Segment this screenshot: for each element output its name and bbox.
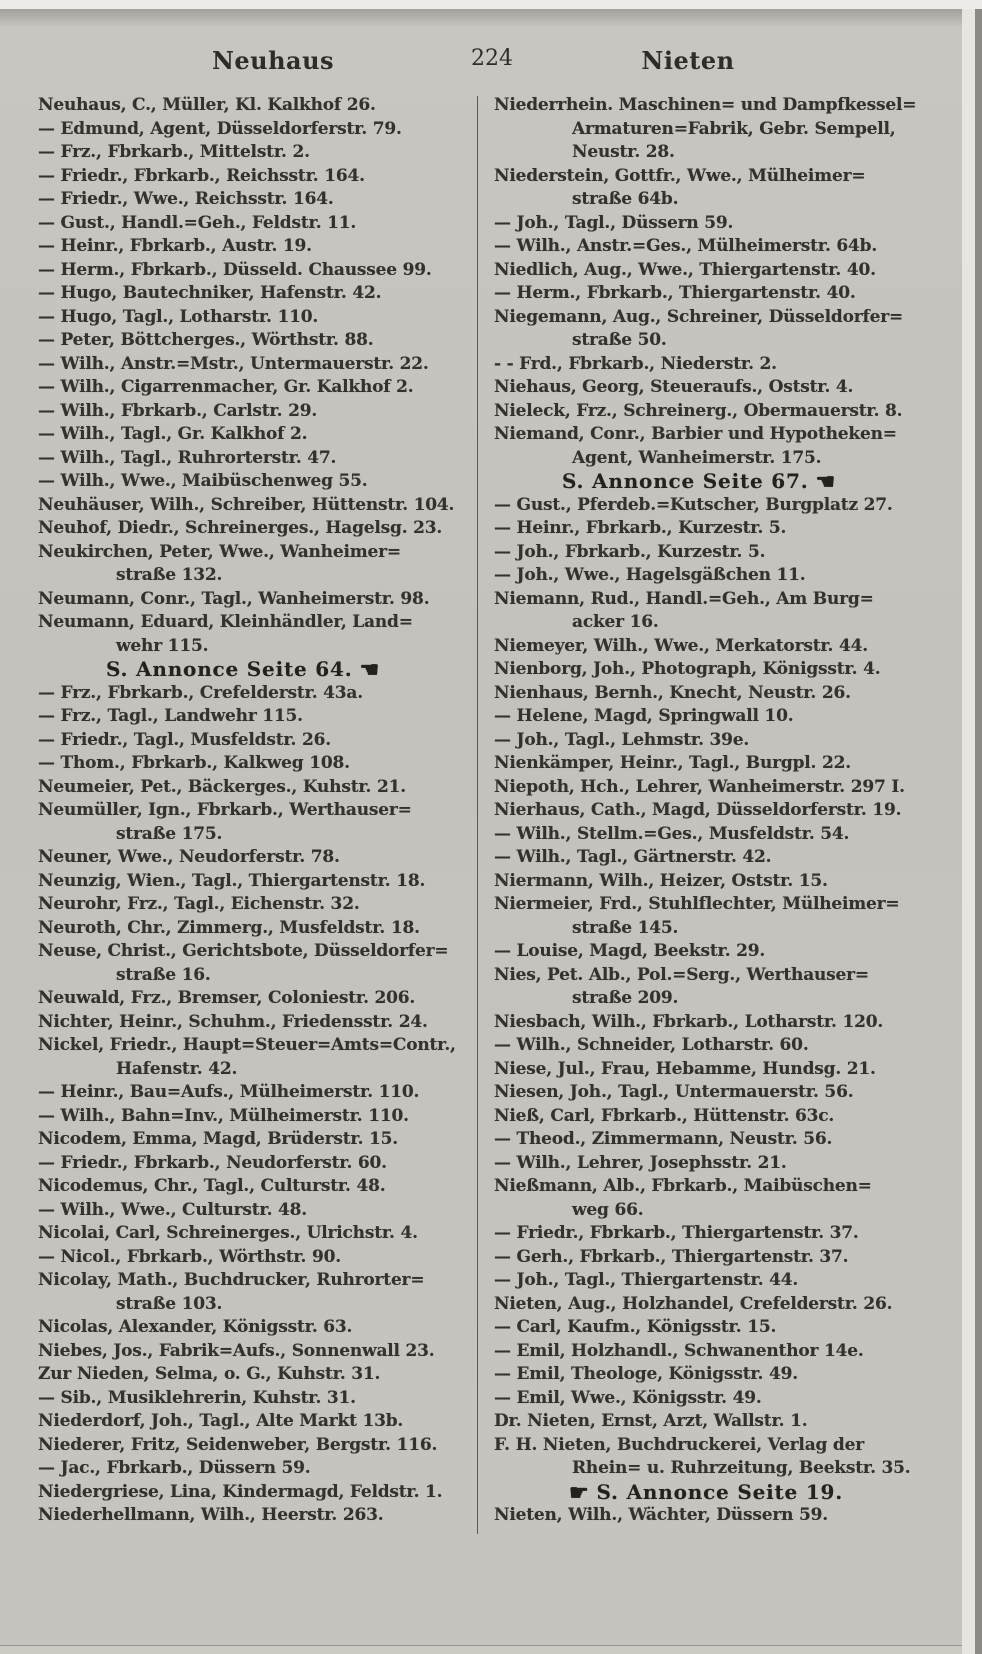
directory-line: Nieten, Wilh., Wächter, Düssern 59. [494, 1505, 828, 1525]
directory-line: Niederhellmann, Wilh., Heerstr. 263. [38, 1505, 384, 1525]
pointing-hand-icon: ☛ [569, 1479, 590, 1506]
directory-line: Niederer, Fritz, Seidenweber, Bergstr. 116. [38, 1434, 438, 1455]
directory-line: Neuner, Wwe., Neudorferstr. 78. [38, 847, 340, 867]
annonce-text: S. Annonce Seite 67. [562, 469, 809, 493]
directory-line: — Edmund, Agent, Düsseldorferstr. 79. [38, 118, 402, 139]
directory-line: Nieten, Aug., Holzhandel, Crefelderstr. 26. [494, 1293, 893, 1314]
directory-line: Niederrhein. Maschinen= und Dampfkessel= [494, 95, 917, 115]
directory-line: — Thom., Fbrkarb., Kalkweg 108. [38, 753, 350, 773]
directory-line: — Theod., Zimmermann, Neustr. 56. [494, 1129, 833, 1149]
directory-line: — Wilh., Wwe., Maibüschenweg 55. [38, 471, 368, 491]
annonce-line [494, 470, 956, 494]
directory-line: — Wilh., Tagl., Gärtnerstr. 42. [494, 847, 772, 867]
directory-line: Nienhaus, Bernh., Knecht, Neustr. 26. [494, 682, 851, 703]
directory-line: acker 16. [572, 612, 659, 632]
directory-line: Nichter, Heinr., Schuhm., Friedensstr. 24. [38, 1011, 428, 1032]
scan-edge-bottom [0, 1646, 962, 1654]
directory-line: — Joh., Wwe., Hagelsgäßchen 11. [494, 565, 806, 585]
annonce-text: S. Annonce Seite 19. [596, 1479, 844, 1504]
directory-line: — Gust., Pferdeb.=Kutscher, Burgplatz 27. [494, 494, 893, 515]
directory-line: — Frz., Fbrkarb., Mittelstr. 2. [38, 142, 310, 162]
directory-line: Neuhaus, C., Müller, Kl. Kalkhof 26. [38, 95, 376, 115]
directory-line: — Wilh., Tagl., Gr. Kalkhof 2. [38, 424, 308, 444]
directory-line: Agent, Wanheimerstr. 175. [572, 447, 822, 468]
directory-line: — Hugo, Bautechniker, Hafenstr. 42. [38, 283, 382, 303]
directory-line: Neuhof, Diedr., Schreinerges., Hagelsg. 23. [38, 518, 443, 538]
directory-line: Nienkämper, Heinr., Tagl., Burgpl. 22. [494, 753, 851, 773]
annonce-line [38, 658, 478, 682]
directory-line: Neuse, Christ., Gerichtsbote, Düsseldorfer= [38, 941, 449, 961]
directory-line: — Joh., Tagl., Lehmstr. 39e. [494, 729, 750, 750]
directory-line: — Nicol., Fbrkarb., Wörthstr. 90. [38, 1246, 341, 1267]
directory-line: Neuwald, Frz., Bremser, Coloniestr. 206. [38, 988, 416, 1008]
directory-line: — Wilh., Wwe., Culturstr. 48. [38, 1199, 307, 1220]
directory-line: straße 209. [572, 988, 679, 1008]
directory-line: — Heinr., Fbrkarb., Austr. 19. [38, 236, 312, 256]
directory-line: weg 66. [572, 1199, 644, 1220]
directory-line: — Emil, Wwe., Königsstr. 49. [494, 1387, 762, 1408]
directory-line: Nicolay, Math., Buchdrucker, Ruhrorter= [38, 1270, 425, 1290]
directory-line: — Wilh., Bahn=Inv., Mülheimerstr. 110. [38, 1105, 409, 1126]
directory-line: Armaturen=Fabrik, Gebr. Sempell, [572, 118, 896, 139]
directory-line: straße 103. [116, 1293, 223, 1314]
directory-line: — Emil, Holzhandl., Schwanenthor 14e. [494, 1340, 864, 1361]
directory-line: — Wilh., Cigarrenmacher, Gr. Kalkhof 2. [38, 377, 414, 397]
directory-line: — Wilh., Fbrkarb., Carlstr. 29. [38, 400, 318, 421]
directory-line: Niemand, Conr., Barbier und Hypotheken= [494, 424, 897, 444]
directory-line: Niese, Jul., Frau, Hebamme, Hundsg. 21. [494, 1058, 876, 1079]
directory-line: straße 16. [116, 964, 211, 985]
directory-line: Nierhaus, Cath., Magd, Düsseldorferstr. 19. [494, 800, 902, 820]
directory-line: Niederstein, Gottfr., Wwe., Mülheimer= [494, 165, 866, 186]
directory-line: — Friedr., Wwe., Reichsstr. 164. [38, 189, 334, 209]
directory-line: wehr 115. [116, 635, 209, 656]
directory-line: Neuhäuser, Wilh., Schreiber, Hüttenstr. 104. [38, 494, 455, 515]
directory-line: — Peter, Böttcherges., Wörthstr. 88. [38, 330, 374, 350]
directory-line: Niedlich, Aug., Wwe., Thiergartenstr. 40. [494, 259, 876, 280]
directory-line: Neurohr, Frz., Tagl., Eichenstr. 32. [38, 894, 360, 914]
directory-line: Niebes, Jos., Fabrik=Aufs., Sonnenwall 23. [38, 1340, 435, 1361]
directory-line: Niemeyer, Wilh., Wwe., Merkatorstr. 44. [494, 635, 868, 656]
directory-line: straße 50. [572, 330, 667, 350]
directory-line: Nies, Pet. Alb., Pol.=Serg., Werthauser= [494, 964, 869, 985]
directory-line: Nieleck, Frz., Schreinerg., Obermauerstr. 8. [494, 400, 903, 421]
scan-edge-right-dark [975, 9, 982, 1654]
directory-line: — Wilh., Schneider, Lotharstr. 60. [494, 1035, 809, 1055]
directory-line: — Wilh., Tagl., Ruhrorterstr. 47. [38, 447, 337, 468]
scan-edge-top-shadow [0, 9, 982, 26]
directory-line: straße 132. [116, 565, 223, 585]
directory-line: Niederdorf, Joh., Tagl., Alte Markt 13b. [38, 1411, 404, 1431]
header-guide-word-right: Nieten [641, 46, 735, 75]
directory-line: Nicolai, Carl, Schreinerges., Ulrichstr. 4. [38, 1223, 418, 1243]
scan-edge-right-paper [962, 9, 975, 1654]
directory-line: — Friedr., Fbrkarb., Thiergartenstr. 37. [494, 1223, 859, 1243]
directory-line: Rhein= u. Ruhrzeitung, Beekstr. 35. [572, 1458, 911, 1478]
directory-line: Neustr. 28. [572, 142, 675, 162]
directory-line: straße 175. [116, 823, 223, 844]
directory-line: Nicodem, Emma, Magd, Brüderstr. 15. [38, 1129, 399, 1149]
directory-line: — Herm., Fbrkarb., Düsseld. Chaussee 99. [38, 259, 432, 280]
directory-line: — Friedr., Fbrkarb., Reichsstr. 164. [38, 165, 365, 186]
directory-line: - - Frd., Fbrkarb., Niederstr. 2. [494, 353, 777, 374]
directory-line: Niermann, Wilh., Heizer, Oststr. 15. [494, 870, 828, 891]
directory-line: — Carl, Kaufm., Königsstr. 15. [494, 1317, 777, 1337]
directory-line: straße 64b. [572, 189, 679, 209]
annonce-text: S. Annonce Seite 64. [106, 657, 353, 681]
directory-line: Neumann, Eduard, Kleinhändler, Land= [38, 612, 413, 632]
directory-line: — Helene, Magd, Springwall 10. [494, 706, 794, 726]
directory-line: Niermeier, Frd., Stuhlflechter, Mülheimer= [494, 894, 900, 914]
directory-line: Nicodemus, Chr., Tagl., Culturstr. 48. [38, 1176, 386, 1196]
directory-line: — Wilh., Anstr.=Ges., Mülheimerstr. 64b. [494, 236, 878, 256]
annonce-line [494, 1481, 956, 1505]
left-column [38, 94, 478, 1528]
directory-line: Nicolas, Alexander, Königsstr. 63. [38, 1317, 353, 1337]
directory-line: — Joh., Tagl., Düssern 59. [494, 212, 734, 233]
directory-line: — Joh., Tagl., Thiergartenstr. 44. [494, 1270, 799, 1290]
directory-line: — Frz., Fbrkarb., Crefelderstr. 43a. [38, 682, 363, 703]
directory-line: — Jac., Fbrkarb., Düssern 59. [38, 1458, 311, 1478]
directory-line: Neumann, Conr., Tagl., Wanheimerstr. 98. [38, 588, 430, 609]
directory-line: — Gerh., Fbrkarb., Thiergartenstr. 37. [494, 1246, 849, 1267]
directory-line: — Frz., Tagl., Landwehr 115. [38, 706, 303, 726]
directory-line: — Heinr., Bau=Aufs., Mülheimerstr. 110. [38, 1082, 420, 1102]
directory-line: Niedergriese, Lina, Kindermagd, Feldstr. 1. [38, 1481, 443, 1502]
directory-line: — Herm., Fbrkarb., Thiergartenstr. 40. [494, 283, 856, 303]
directory-line: Niesen, Joh., Tagl., Untermauerstr. 56. [494, 1082, 854, 1102]
directory-line: — Emil, Theologe, Königsstr. 49. [494, 1364, 798, 1384]
directory-line: Nickel, Friedr., Haupt=Steuer=Amts=Contr., [38, 1035, 456, 1055]
directory-line: Nienborg, Joh., Photograph, Königsstr. 4. [494, 659, 881, 679]
directory-line: Neukirchen, Peter, Wwe., Wanheimer= [38, 541, 401, 562]
directory-line: — Joh., Fbrkarb., Kurzestr. 5. [494, 541, 766, 562]
directory-line: — Sib., Musiklehrerin, Kuhstr. 31. [38, 1387, 356, 1408]
pointing-hand-icon: ☚ [359, 657, 381, 683]
directory-line: — Wilh., Stellm.=Ges., Musfeldstr. 54. [494, 823, 850, 844]
directory-line: F. H. Nieten, Buchdruckerei, Verlag der [494, 1434, 864, 1455]
scan-edge-top [0, 0, 982, 9]
directory-line: straße 145. [572, 917, 679, 938]
directory-line: Neumeier, Pet., Bäckerges., Kuhstr. 21. [38, 776, 406, 797]
directory-line: Nieß, Carl, Fbrkarb., Hüttenstr. 63c. [494, 1105, 835, 1126]
directory-line: — Wilh., Anstr.=Mstr., Untermauerstr. 22. [38, 353, 429, 374]
directory-line: — Gust., Handl.=Geh., Feldstr. 11. [38, 212, 357, 233]
directory-line: Neuroth, Chr., Zimmerg., Musfeldstr. 18. [38, 917, 420, 938]
directory-line: Niehaus, Georg, Steueraufs., Oststr. 4. [494, 377, 854, 397]
directory-line: Neunzig, Wien., Tagl., Thiergartenstr. 18. [38, 870, 426, 891]
directory-line: — Louise, Magd, Beekstr. 29. [494, 941, 766, 961]
directory-line: Zur Nieden, Selma, o. G., Kuhstr. 31. [38, 1364, 381, 1384]
directory-line: Niemann, Rud., Handl.=Geh., Am Burg= [494, 588, 874, 609]
directory-line: — Friedr., Fbrkarb., Neudorferstr. 60. [38, 1152, 387, 1173]
page-header [0, 46, 982, 78]
directory-line: — Hugo, Tagl., Lotharstr. 110. [38, 306, 319, 327]
right-column [494, 94, 956, 1528]
header-guide-word-left: Neuhaus [211, 46, 335, 75]
directory-line: Niegemann, Aug., Schreiner, Düsseldorfer= [494, 306, 904, 327]
directory-line: Dr. Nieten, Ernst, Arzt, Wallstr. 1. [494, 1411, 808, 1431]
directory-line: — Friedr., Tagl., Musfeldstr. 26. [38, 729, 331, 750]
directory-line: — Wilh., Lehrer, Josephsstr. 21. [494, 1152, 787, 1173]
page-number: 224 [471, 46, 513, 71]
directory-line: — Heinr., Fbrkarb., Kurzestr. 5. [494, 518, 787, 538]
directory-line: Niepoth, Hch., Lehrer, Wanheimerstr. 297 I. [494, 776, 905, 797]
directory-line: Neumüller, Ign., Fbrkarb., Werthauser= [38, 800, 412, 820]
directory-line: Hafenstr. 42. [116, 1058, 238, 1079]
directory-line: Nießmann, Alb., Fbrkarb., Maibüschen= [494, 1176, 872, 1196]
directory-line: Niesbach, Wilh., Fbrkarb., Lotharstr. 120. [494, 1011, 884, 1032]
pointing-hand-icon: ☚ [815, 469, 837, 495]
